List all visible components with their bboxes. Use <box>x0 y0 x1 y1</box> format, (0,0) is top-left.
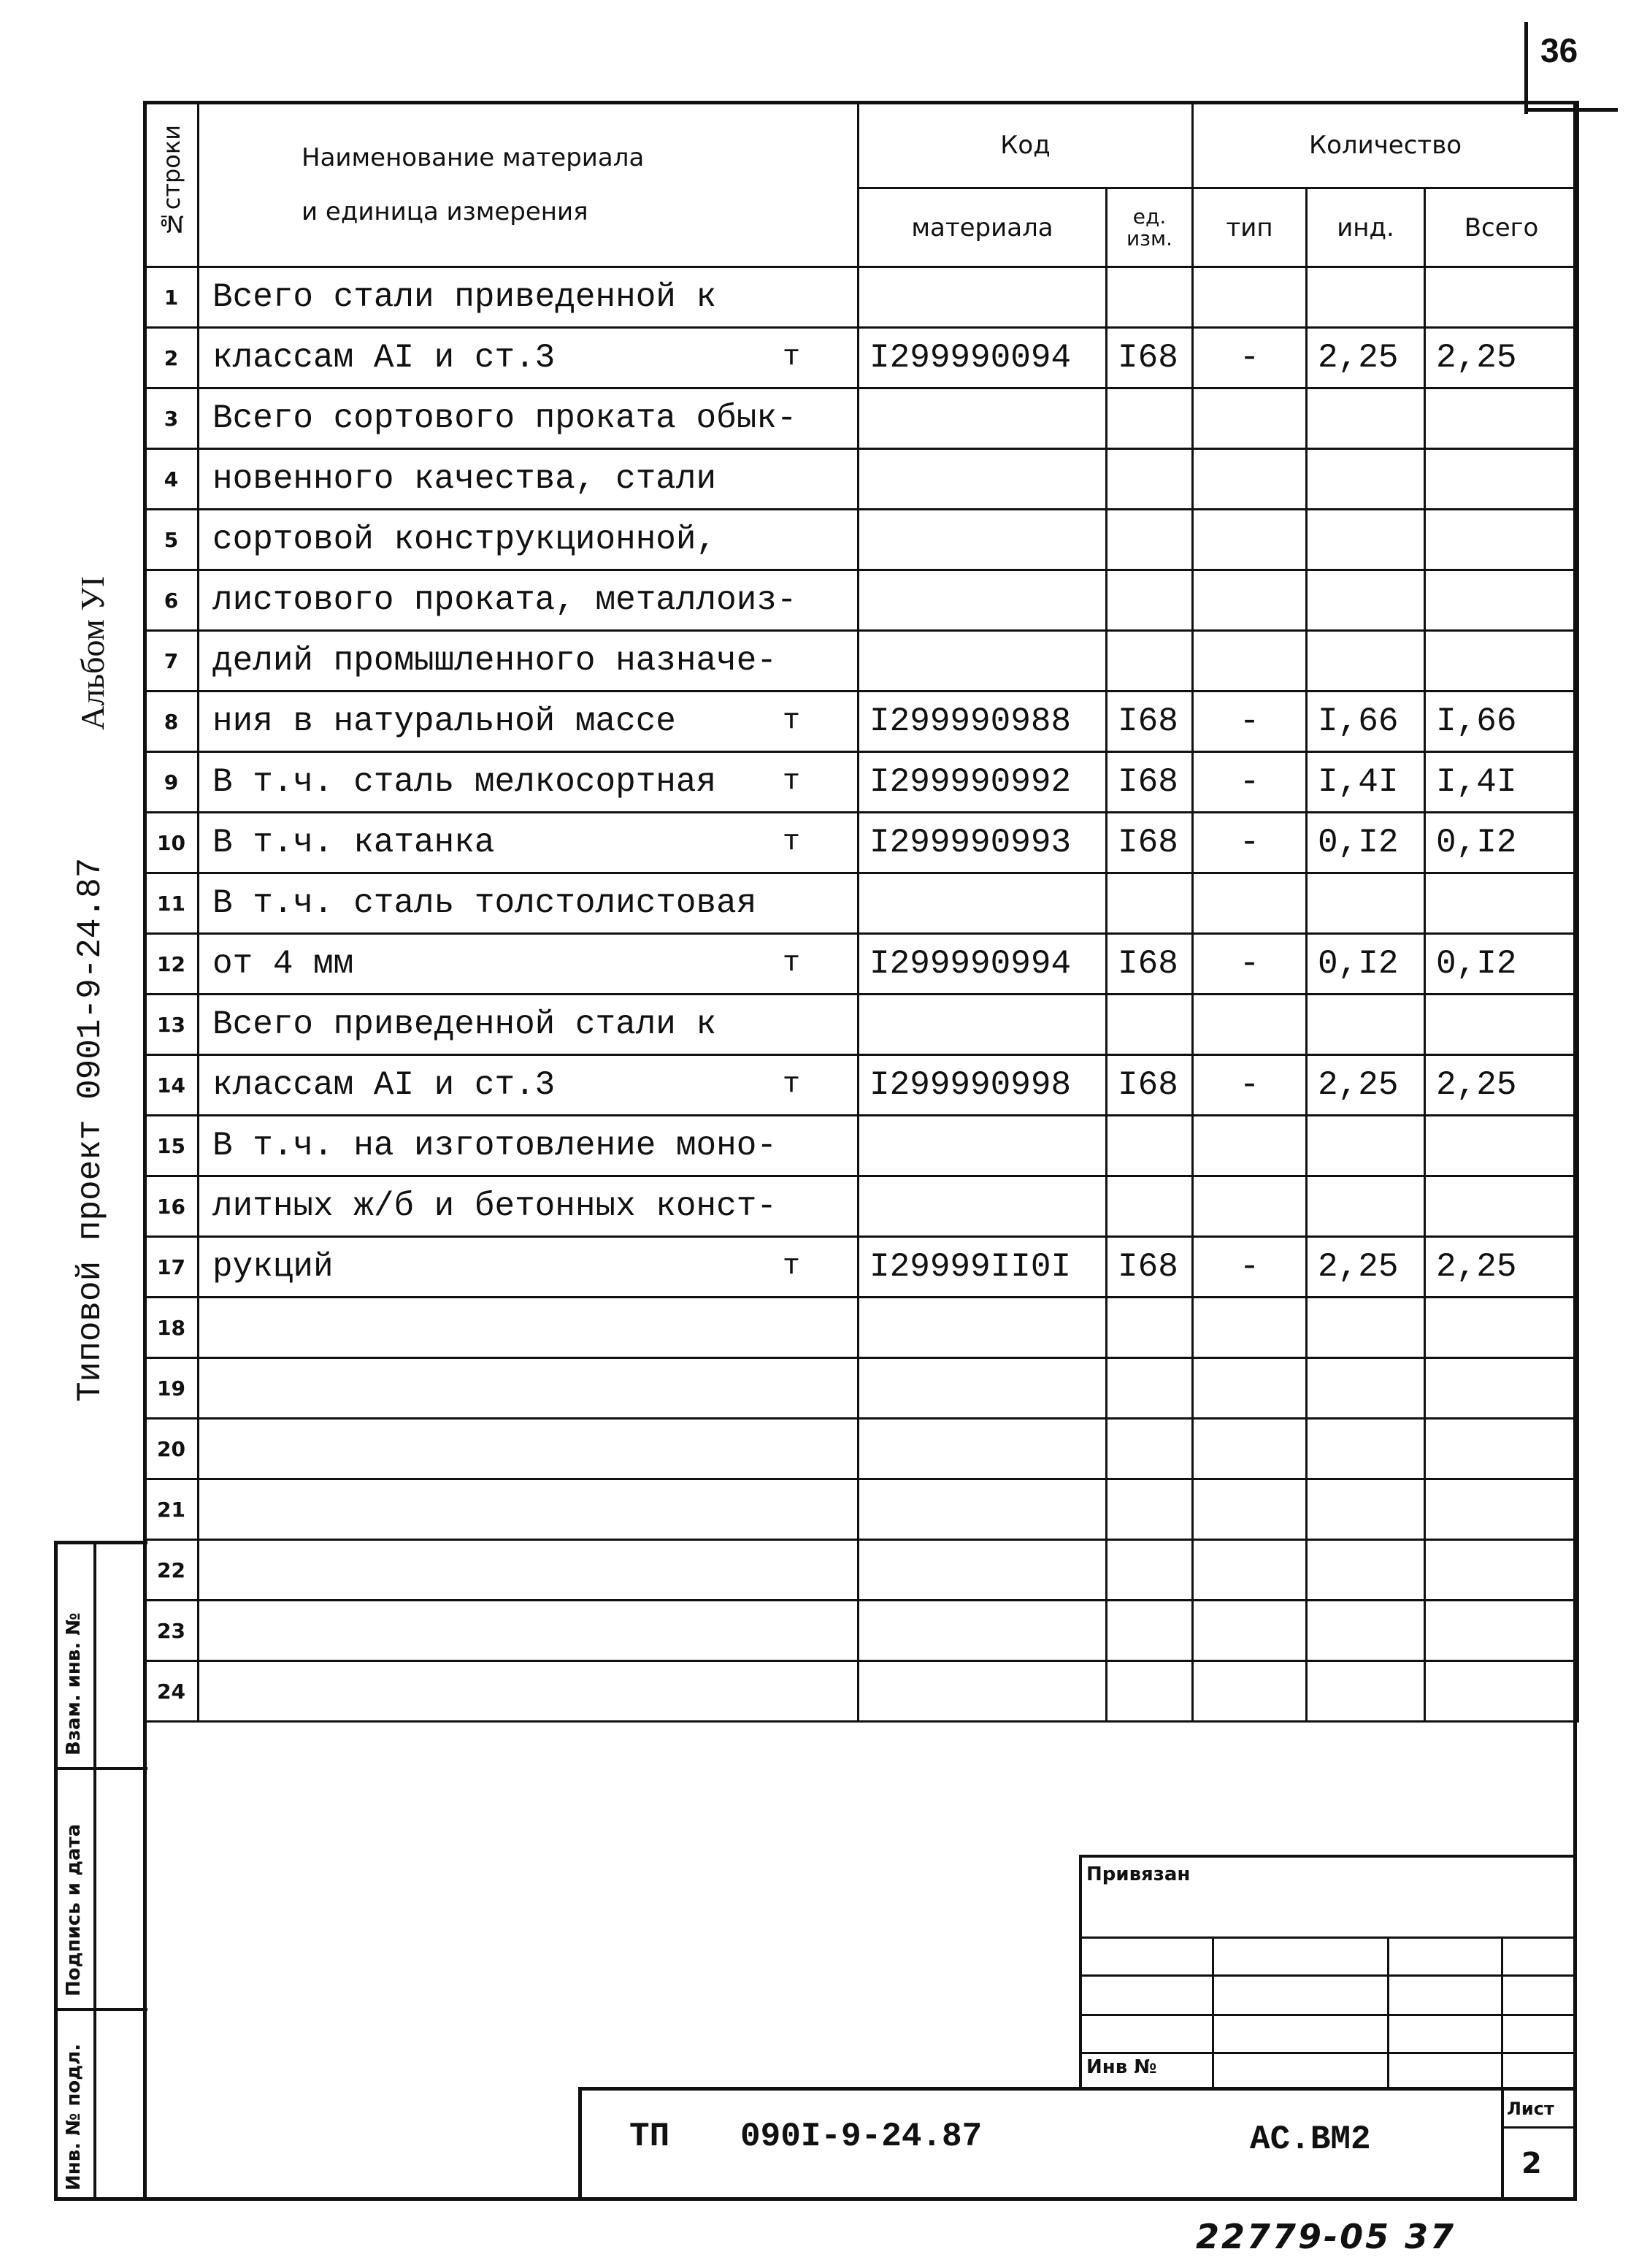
material-code-cell <box>859 1176 1107 1237</box>
material-name-cell <box>199 570 859 631</box>
type-cell <box>1193 449 1307 510</box>
ind-cell <box>1307 449 1425 510</box>
row-number-cell: 11 <box>145 873 199 934</box>
ind-cell: I,66 <box>1307 691 1425 752</box>
material-code-cell: I299990998 <box>859 1055 1107 1116</box>
table-row <box>145 691 1578 752</box>
type-cell <box>1193 995 1307 1055</box>
material-name-cell <box>199 1479 859 1540</box>
type-cell <box>1193 1479 1307 1540</box>
material-name-cell <box>199 1419 859 1479</box>
material-name-cell <box>199 388 859 449</box>
total-header: Всего <box>1425 188 1578 267</box>
material-name-cell <box>199 1358 859 1419</box>
ind-cell <box>1307 510 1425 570</box>
material-unit-text: т <box>782 1250 800 1284</box>
row-number-cell: 9 <box>145 752 199 813</box>
unit-code-cell <box>1107 1540 1193 1601</box>
type-cell <box>1193 1116 1307 1176</box>
row-number-cell: 10 <box>145 813 199 873</box>
material-code-cell <box>859 873 1107 934</box>
material-name-text: Всего сортового проката обык- <box>212 399 797 437</box>
unit-code-cell: I68 <box>1107 752 1193 813</box>
stamp-left-border <box>1079 1855 1082 2090</box>
stamp-col-line <box>1501 1936 1503 2088</box>
unit-code-cell <box>1107 1116 1193 1176</box>
stamp-col-line <box>1212 1936 1214 2088</box>
row-number-cell: 2 <box>145 328 199 388</box>
material-name-text: новенного качества, стали <box>212 460 717 498</box>
type-cell <box>1193 631 1307 691</box>
unit-code-cell: I68 <box>1107 691 1193 752</box>
approval-strip-divider <box>54 1767 147 1770</box>
inv-original-label: Инв. № подл. <box>63 2043 85 2191</box>
total-cell: 0,I2 <box>1425 934 1578 995</box>
table-row <box>145 388 1578 449</box>
material-unit-text: т <box>782 705 800 738</box>
ind-cell <box>1307 1116 1425 1176</box>
quantity-header: Количество <box>1193 102 1578 188</box>
ind-cell <box>1307 1479 1425 1540</box>
material-name-cell <box>199 1661 859 1722</box>
material-unit-text: т <box>782 765 800 799</box>
material-name-cell <box>199 328 859 388</box>
total-cell: 2,25 <box>1425 1237 1578 1298</box>
material-name-cell <box>199 691 859 752</box>
sheet-number: 36 <box>1540 31 1578 69</box>
table-row <box>145 449 1578 510</box>
table-row <box>145 328 1578 388</box>
type-cell <box>1193 1601 1307 1661</box>
material-code-cell: I299990988 <box>859 691 1107 752</box>
total-cell: 2,25 <box>1425 328 1578 388</box>
total-cell <box>1425 873 1578 934</box>
drawing-mark: АС.ВМ2 <box>1250 2120 1371 2158</box>
ind-cell <box>1307 1358 1425 1419</box>
ind-cell <box>1307 1176 1425 1237</box>
total-cell <box>1425 267 1578 328</box>
row-number-cell: 16 <box>145 1176 199 1237</box>
material-name-cell <box>199 1055 859 1116</box>
table-row <box>145 631 1578 691</box>
bound-label: Привязан <box>1086 1863 1191 1885</box>
type-cell: - <box>1193 691 1307 752</box>
material-code-cell: I29999II0I <box>859 1237 1107 1298</box>
material-code-cell <box>859 1298 1107 1358</box>
material-name-cell <box>199 267 859 328</box>
stamp-main-left-border <box>578 2087 582 2201</box>
ind-cell <box>1307 1298 1425 1358</box>
type-cell <box>1193 873 1307 934</box>
project-prefix: ТП <box>629 2118 670 2156</box>
row-number-cell: 13 <box>145 995 199 1055</box>
type-cell: - <box>1193 934 1307 995</box>
stamp-main-top-border <box>578 2087 1577 2091</box>
material-unit-text: т <box>782 826 800 859</box>
material-name-text: рукций <box>212 1248 334 1286</box>
material-name-cell <box>199 995 859 1055</box>
table-row <box>145 1055 1578 1116</box>
total-cell <box>1425 1419 1578 1479</box>
material-code-cell <box>859 267 1107 328</box>
material-code-header: материала <box>859 188 1107 267</box>
unit-code-cell <box>1107 510 1193 570</box>
total-cell <box>1425 1176 1578 1237</box>
material-code-cell <box>859 449 1107 510</box>
stamp-col-line <box>1387 1936 1389 2088</box>
material-name-cell <box>199 449 859 510</box>
material-name-cell <box>199 1176 859 1237</box>
row-number-cell: 8 <box>145 691 199 752</box>
material-unit-text: т <box>782 341 800 375</box>
material-name-header: Наименование материала и единица измерения <box>199 102 859 267</box>
ind-cell <box>1307 631 1425 691</box>
total-cell <box>1425 995 1578 1055</box>
table-row <box>145 1661 1578 1722</box>
ind-cell <box>1307 1419 1425 1479</box>
type-cell: - <box>1193 328 1307 388</box>
material-name-text: классам АI и ст.3 <box>212 1066 556 1104</box>
material-unit-text: т <box>782 947 800 981</box>
ind-cell <box>1307 570 1425 631</box>
total-cell <box>1425 1116 1578 1176</box>
row-number-cell: 3 <box>145 388 199 449</box>
total-cell <box>1425 510 1578 570</box>
unit-code-cell: I68 <box>1107 1237 1193 1298</box>
material-name-cell <box>199 873 859 934</box>
unit-code-cell <box>1107 388 1193 449</box>
type-cell: - <box>1193 1055 1307 1116</box>
unit-code-cell <box>1107 1419 1193 1479</box>
signature-date-label: Подпись и дата <box>63 1823 85 1996</box>
row-number-cell: 22 <box>145 1540 199 1601</box>
unit-code-cell <box>1107 1661 1193 1722</box>
material-code-cell <box>859 631 1107 691</box>
material-name-text: Всего приведенной стали к <box>212 1005 717 1043</box>
material-name-text: литных ж/б и бетонных конст- <box>212 1187 777 1225</box>
ind-cell: 0,I2 <box>1307 934 1425 995</box>
material-name-cell <box>199 752 859 813</box>
row-number-cell: 4 <box>145 449 199 510</box>
type-header: тип <box>1193 188 1307 267</box>
material-code-cell <box>859 1419 1107 1479</box>
table-row <box>145 1176 1578 1237</box>
unit-code-cell <box>1107 1601 1193 1661</box>
type-cell: - <box>1193 1237 1307 1298</box>
material-code-cell <box>859 1116 1107 1176</box>
material-name-text: Всего стали приведенной к <box>212 278 717 316</box>
table-row <box>145 1419 1578 1479</box>
ind-cell <box>1307 388 1425 449</box>
table-row <box>145 813 1578 873</box>
unit-code-header: ед. изм. <box>1107 188 1193 267</box>
material-name-cell <box>199 1601 859 1661</box>
unit-code-cell <box>1107 267 1193 328</box>
material-name-text: В т.ч. сталь мелкосортная <box>212 763 717 801</box>
row-number-cell: 21 <box>145 1479 199 1540</box>
stamp-top-border <box>1079 1855 1577 1858</box>
table-row <box>145 873 1578 934</box>
row-number-cell: 15 <box>145 1116 199 1176</box>
type-cell <box>1193 267 1307 328</box>
ind-cell <box>1307 1540 1425 1601</box>
material-unit-text: т <box>782 1068 800 1102</box>
row-number-cell: 17 <box>145 1237 199 1298</box>
total-cell <box>1425 1661 1578 1722</box>
material-code-cell: I299990094 <box>859 328 1107 388</box>
replace-inv-label: Взам. инв. № <box>63 1612 85 1755</box>
project-code: 090I-9-24.87 <box>740 2118 983 2156</box>
total-cell: 0,I2 <box>1425 813 1578 873</box>
total-cell <box>1425 388 1578 449</box>
material-name-cell <box>199 1237 859 1298</box>
type-cell <box>1193 1176 1307 1237</box>
row-number-cell: 5 <box>145 510 199 570</box>
stamp-sheet-row-line <box>1501 2126 1577 2129</box>
table-row <box>145 995 1578 1055</box>
total-cell <box>1425 1479 1578 1540</box>
material-name-cell <box>199 1540 859 1601</box>
ind-header: инд. <box>1307 188 1425 267</box>
material-code-cell <box>859 1358 1107 1419</box>
type-cell: - <box>1193 752 1307 813</box>
material-code-cell <box>859 1601 1107 1661</box>
unit-code-cell: I68 <box>1107 1055 1193 1116</box>
project-label: Типовой проект 0901-9-24.87 <box>72 857 110 1402</box>
ind-cell: I,4I <box>1307 752 1425 813</box>
total-cell <box>1425 570 1578 631</box>
total-cell <box>1425 1601 1578 1661</box>
total-cell <box>1425 1358 1578 1419</box>
table-row <box>145 1601 1578 1661</box>
material-name-text: В т.ч. на изготовление моно- <box>212 1127 777 1165</box>
ind-cell: 0,I2 <box>1307 813 1425 873</box>
material-name-cell <box>199 1298 859 1358</box>
inv-no-label: Инв № <box>1086 2056 1157 2078</box>
material-code-cell <box>859 995 1107 1055</box>
material-code-cell <box>859 510 1107 570</box>
material-name-text: классам АI и ст.3 <box>212 339 556 377</box>
unit-code-cell <box>1107 449 1193 510</box>
type-cell <box>1193 1661 1307 1722</box>
material-name-cell <box>199 1116 859 1176</box>
type-cell <box>1193 1419 1307 1479</box>
row-number-cell: 24 <box>145 1661 199 1722</box>
table-row <box>145 510 1578 570</box>
type-cell <box>1193 510 1307 570</box>
material-code-cell <box>859 1540 1107 1601</box>
unit-code-cell: I68 <box>1107 813 1193 873</box>
ind-cell: 2,25 <box>1307 1237 1425 1298</box>
total-cell: I,4I <box>1425 752 1578 813</box>
total-cell <box>1425 449 1578 510</box>
row-number-cell: 6 <box>145 570 199 631</box>
table-row <box>145 1540 1578 1601</box>
type-cell: - <box>1193 813 1307 873</box>
material-name-cell <box>199 510 859 570</box>
material-code-cell: I299990992 <box>859 752 1107 813</box>
row-number-header: №строки <box>145 102 199 267</box>
material-code-cell: I299990993 <box>859 813 1107 873</box>
row-number-cell: 20 <box>145 1419 199 1479</box>
ind-cell: 2,25 <box>1307 328 1425 388</box>
album-label: Альбом УI <box>74 575 111 730</box>
total-cell <box>1425 631 1578 691</box>
unit-code-cell <box>1107 873 1193 934</box>
unit-code-cell: I68 <box>1107 328 1193 388</box>
table-row <box>145 1479 1578 1540</box>
unit-code-cell <box>1107 995 1193 1055</box>
unit-code-cell <box>1107 1358 1193 1419</box>
material-name-text: листового проката, металлоиз- <box>212 581 797 619</box>
table-row <box>145 934 1578 995</box>
approval-strip-divider <box>54 2008 147 2011</box>
total-cell <box>1425 1540 1578 1601</box>
total-cell: I,66 <box>1425 691 1578 752</box>
material-name-text: В т.ч. сталь толстолистовая <box>212 884 757 922</box>
row-number-cell: 23 <box>145 1601 199 1661</box>
material-name-text: делий промышленного назначе- <box>212 642 777 680</box>
ind-cell: 2,25 <box>1307 1055 1425 1116</box>
type-cell <box>1193 1298 1307 1358</box>
table-row <box>145 267 1578 328</box>
table-row <box>145 752 1578 813</box>
material-code-cell: I299990994 <box>859 934 1107 995</box>
row-number-cell: 7 <box>145 631 199 691</box>
sheet-label: Лист <box>1507 2099 1554 2119</box>
material-code-cell <box>859 1661 1107 1722</box>
material-code-cell <box>859 1479 1107 1540</box>
material-name-text: от 4 мм <box>212 945 354 983</box>
table-row <box>145 1237 1578 1298</box>
material-spec-table <box>143 101 1579 1723</box>
unit-code-cell <box>1107 1479 1193 1540</box>
unit-code-cell <box>1107 631 1193 691</box>
ind-cell <box>1307 873 1425 934</box>
row-number-cell: 19 <box>145 1358 199 1419</box>
total-cell <box>1425 1298 1578 1358</box>
type-cell <box>1193 570 1307 631</box>
material-name-text: сортовой конструкционной, <box>212 521 717 559</box>
material-name-text: В т.ч. катанка <box>212 824 495 862</box>
ind-cell <box>1307 995 1425 1055</box>
code-header: Код <box>859 102 1193 188</box>
table-row <box>145 1358 1578 1419</box>
material-code-cell <box>859 388 1107 449</box>
ind-cell <box>1307 1661 1425 1722</box>
sheet-value: 2 <box>1521 2147 1542 2180</box>
row-number-cell: 14 <box>145 1055 199 1116</box>
material-name-cell <box>199 631 859 691</box>
unit-code-cell: I68 <box>1107 934 1193 995</box>
row-number-cell: 18 <box>145 1298 199 1358</box>
ind-cell <box>1307 267 1425 328</box>
material-name-text: ния в натуральной массе <box>212 702 676 740</box>
row-number-cell: 1 <box>145 267 199 328</box>
ind-cell <box>1307 1601 1425 1661</box>
total-cell: 2,25 <box>1425 1055 1578 1116</box>
table-row <box>145 1116 1578 1176</box>
type-cell <box>1193 1358 1307 1419</box>
material-name-cell <box>199 813 859 873</box>
material-code-cell <box>859 570 1107 631</box>
table-row <box>145 570 1578 631</box>
archive-number: 22779-05 37 <box>1196 2217 1456 2256</box>
unit-code-cell <box>1107 1176 1193 1237</box>
material-name-cell <box>199 934 859 995</box>
row-number-cell: 12 <box>145 934 199 995</box>
stamp-sheet-col-line <box>1501 2087 1504 2201</box>
approval-strip-inner-line <box>93 1541 96 2201</box>
type-cell <box>1193 1540 1307 1601</box>
table-row <box>145 1298 1578 1358</box>
unit-code-cell <box>1107 1298 1193 1358</box>
type-cell <box>1193 388 1307 449</box>
unit-code-cell <box>1107 570 1193 631</box>
